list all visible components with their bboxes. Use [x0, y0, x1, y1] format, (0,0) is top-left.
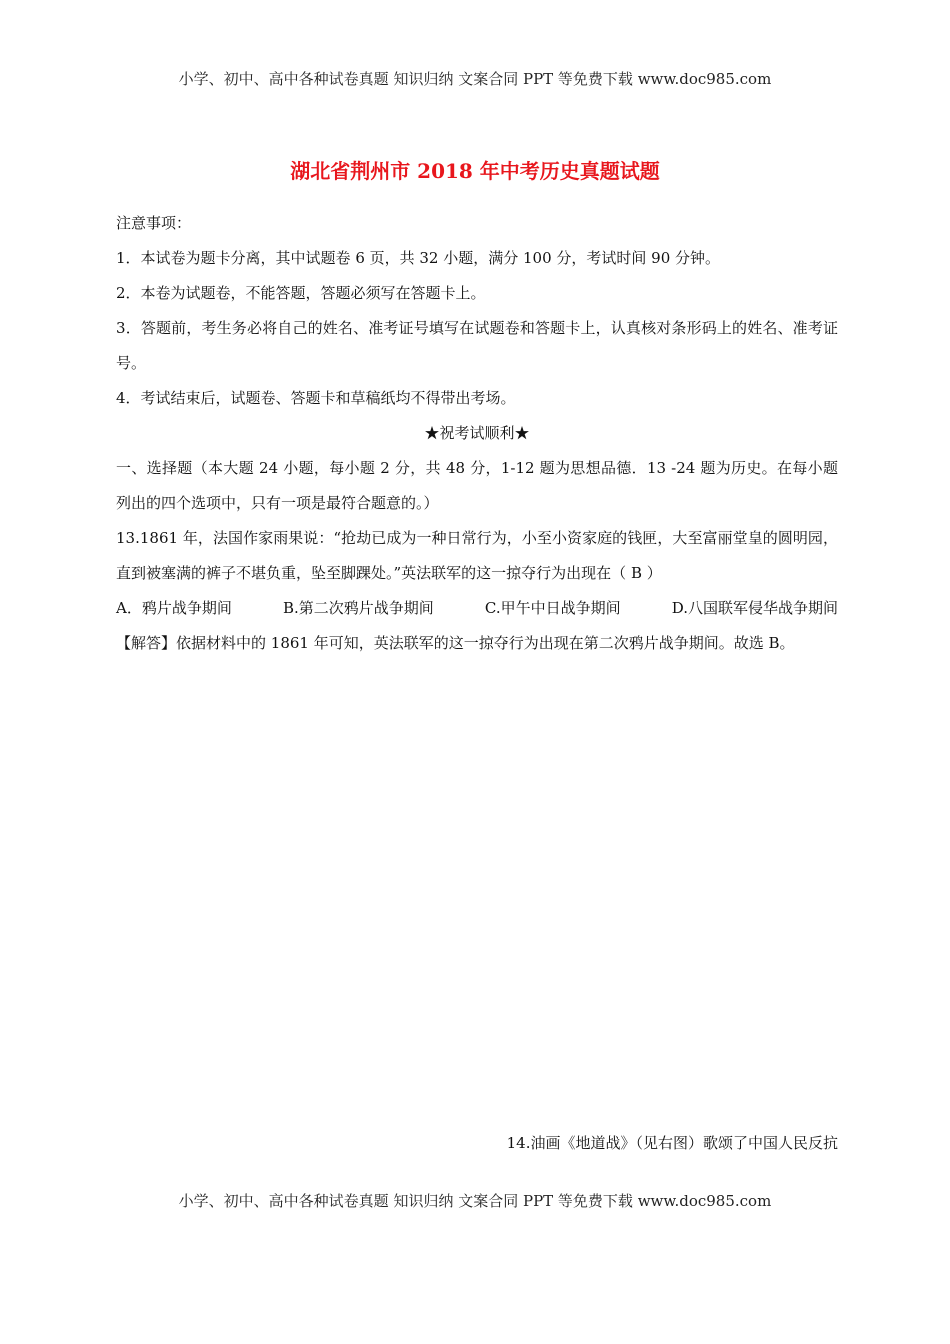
question-13-stem: 13.1861 年，法国作家雨果说：“抢劫已成为一种日常行为，小至小资家庭的钱匣，大至富丽堂皇的圆明园，直到被塞满的裤子不堪负重，坠至脚踝处。”英法联军的这一掠夺行为出现在（ B ） — [116, 529, 838, 582]
notice-heading: 注意事项： — [116, 214, 192, 232]
notice-item-2: 2．本卷为试题卷，不能答题，答题必须写在答题卡上。 — [116, 284, 486, 302]
option-a: A．鸦片战争期间 — [116, 599, 232, 617]
notice-item-1: 1．本试卷为题卡分离，其中试题卷 6 页，共 32 小题，满分 100 分，考试时间 90 分钟。 — [116, 249, 721, 267]
notice-item-3: 3．答题前，考生务必将自己的姓名、准考证号填写在试题卷和答题卡上，认真核对条形码上的姓名、准考证号。 — [116, 319, 838, 372]
option-b: B.第二次鸦片战争期间 — [282, 599, 434, 617]
page-footer: 小学、初中、高中各种试卷真题 知识归纳 文案合同 PPT 等免费下载 www.doc985.com — [178, 1192, 772, 1210]
question-13-options — [116, 591, 838, 626]
question-14-stem: 14.油画《地道战》（见右图）歌颂了中国人民反抗 — [506, 1134, 838, 1152]
page-header: 小学、初中、高中各种试卷真题 知识归纳 文案合同 PPT 等免费下载 www.doc985.com — [178, 70, 772, 88]
option-c: C.甲午中日战争期间 — [484, 599, 621, 617]
document-title: 湖北省荆州市 2018 年中考历史真题试题 — [290, 159, 660, 183]
good-luck-line: ★祝考试顺利★ — [424, 424, 530, 442]
option-d: D.八国联军侵华战争期间 — [671, 599, 838, 617]
notice-item-4: 4．考试结束后，试题卷、答题卡和草稿纸均不得带出考场。 — [116, 389, 516, 407]
exam-content — [116, 206, 838, 661]
question-13-answer: 【解答】依据材料中的 1861 年可知，英法联军的这一掠夺行为出现在第二次鸦片战争期间。故选 B。 — [116, 634, 795, 652]
section-title: 一、选择题（本大题 24 小题，每小题 2 分，共 48 分，1-12 题为思想品德．13 -24 题为历史。在每小题列出的四个选项中，只有一项是最符合题意的。） — [116, 459, 838, 512]
